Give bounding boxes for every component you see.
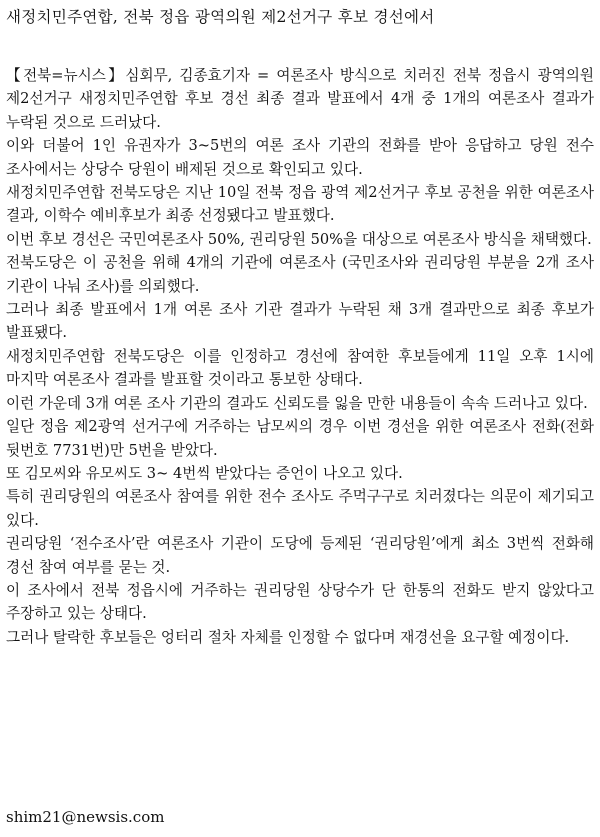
article-paragraph-10: 또 김모씨와 유모씨도 3~ 4번씩 받았다는 증언이 나오고 있다. (6, 464, 403, 482)
article-paragraph-11: 특히 권리당원의 여론조사 참여를 위한 전수 조사도 주먹구구로 치러졌다는 의문이 제기되고 있다. (6, 488, 594, 529)
article-paragraph-14: 그러나 탈락한 후보들은 엉터리 절차 자체를 인정할 수 없다며 재경선을 요구할 예정이다. (6, 628, 570, 646)
article-paragraph-4: 이번 후보 경선은 국민여론조사 50%, 권리당원 50%을 대상으로 여론조사 방식을 채택했다. (6, 230, 592, 248)
article-paragraph-2: 이와 더불어 1인 유권자가 3~5번의 여론 조사 기관의 전화를 받아 응답하고 당원 전수 조사에서는 상당수 당원이 배제된 것으로 확인되고 있다. (6, 137, 595, 178)
article-paragraph-9: 일단 정읍 제2광역 선거구에 거주하는 남모씨의 경우 이번 경선을 위한 여론조사 전화(전화 뒷번호 7731번)만 5번을 받았다. (6, 418, 594, 459)
article-paragraph-3: 새정치민주연합 전북도당은 지난 10일 전북 정읍 광역 제2선거구 후보 공천을 위한 여론조사 결과, 이학수 예비후보가 최종 선정됐다고 발표했다. (6, 184, 594, 225)
article (6, 0, 594, 649)
article-body (6, 64, 594, 649)
reporter-email: shim21@newsis.com (6, 808, 165, 826)
article-paragraph-5: 전북도당은 이 공천을 위해 4개의 기관에 여론조사 (국민조사와 권리당원 부분을 2개 조사 기관이 나눠 조사)를 의뢰했다. (6, 254, 594, 295)
article-paragraph-1: 【전북=뉴시스】심회무, 김종효기자 = 여론조사 방식으로 치러진 전북 정읍시 광역의원 제2선거구 새정치민주연합 후보 경선 최종 결과 발표에서 4개 중 1개의 여론조사 결과가 누락된 것으로 드러났다. (6, 67, 594, 131)
article-title: 새정치민주연합, 전북 정읍 광역의원 제2선거구 후보 경선에서 (6, 8, 435, 26)
article-paragraph-13: 이 조사에서 전북 정읍시에 거주하는 권리당원 상당수가 단 한통의 전화도 받지 않았다고 주장하고 있는 상태다. (6, 581, 594, 623)
article-paragraph-6: 그러나 최종 발표에서 1개 여론 조사 기관 결과가 누락된 채 3개 결과만으로 최종 후보가 발표됐다. (6, 301, 594, 342)
article-paragraph-8: 이런 가운데 3개 여론 조사 기관의 결과도 신뢰도를 잃을 만한 내용들이 속속 드러나고 있다. (6, 394, 588, 412)
article-paragraph-7: 새정치민주연합 전북도당은 이를 인정하고 경선에 참여한 후보들에게 11일 오후 1시에 마지막 여론조사 결과를 발표할 것이라고 통보한 상태다. (6, 347, 594, 389)
article-paragraph-12: 권리당원 ‘전수조사’란 여론조사 기관이 도당에 등제된 ‘권리당원’에게 최소 3번씩 전화해 경선 참여 여부를 묻는 것. (6, 535, 594, 576)
